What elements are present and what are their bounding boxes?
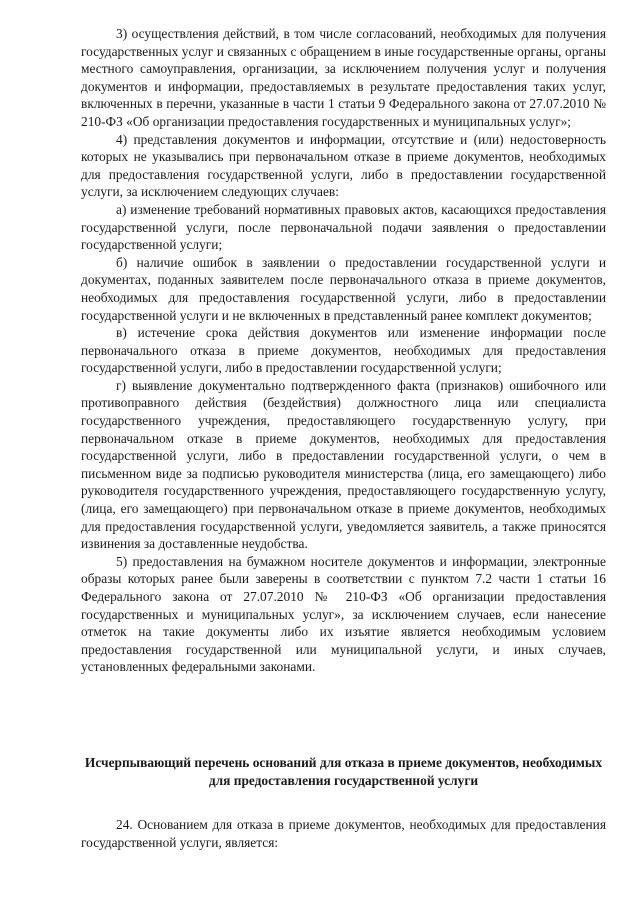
paragraph-item-4: 4) представления документов и информации, отсутствие и (или) недостоверность которых не указывались при первоначальном отказе в приеме документов, необходимых для предоставления государственной услуги, либо в предоставлении государственной услуги, за исключением следующих случаев: xyxy=(81,131,606,200)
section-body xyxy=(81,816,606,851)
paragraph-item-5: 5) предоставления на бумажном носителе документов и информации, электронные образы которых ранее были заверены в соответствии с пунктом 7.2 части 1 статьи 16 Федерального закона от 27.07.2010 № 210-ФЗ «Об организации предоставления государственных и муниципальных услуг», за исключением случаев, если нанесение отметок на такие документы либо их изъятие является необходимым условием предоставления государственной или муниципальной услуги, и иных случаев, установленных федеральными законами. xyxy=(81,553,606,675)
paragraph-item-24: 24. Основанием для отказа в приеме документов, необходимых для предоставления государственной услуги, является: xyxy=(81,817,606,850)
paragraph-subitem-b: б) наличие ошибок в заявлении о предоставлении государственной услуги и документах, поданных заявителем после первоначального отказа в приеме документов, необходимых для предоставления государственной услуги, либо в предоставлении государственной услуги и не включенных в представленный ранее комплект документов; xyxy=(81,254,606,323)
paragraph-subitem-a: а) изменение требований нормативных правовых актов, касающихся предоставления государственной услуги, после первоначальной подачи заявления о предоставлении государственной услуги; xyxy=(81,201,606,253)
paragraph-subitem-g: г) выявление документально подтвержденного факта (признаков) ошибочного или противоправного действия (бездействия) должностного лица или специалиста государственного учреждения, предоставляющего государственную услугу, при первоначальном отказе в приеме документов, необходимых для предоставления государственной услуги, либо в предоставлении государственной услуги, о чем в письменном виде за подписью руководителя министерства (лица, его замещающего) либо руководителя государственного учреждения, предоставляющего государственную услугу, (лица, его замещающего) при первоначальном отказе в приеме документов, необходимых для предоставления государственной услуги, уведомляется заявитель, а также приносятся извинения за доставленные неудобства. xyxy=(81,377,606,552)
paragraph-subitem-v: в) истечение срока действия документов или изменение информации после первоначального отказа в приеме документов, необходимых для предоставления государственной услуги, либо в предоставлении государственной услуги; xyxy=(81,325,606,376)
section-heading: Исчерпывающий перечень оснований для отказа в приеме документов, необходимых для предоставления государственной услуги xyxy=(84,755,603,788)
paragraph-item-3: 3) осуществления действий, в том числе согласований, необходимых для получения государственных услуг и связанных с обращением в иные государственные органы, органы местного самоуправления, организации, за исключением получения услуг и получения документов и информации, предоставляемых в результате предоставления таких услуг, включенных в перечни, указанные в части 1 статьи 9 Федерального закона от 27.07.2010 № 210-ФЗ «Об организации предоставления государственных и муниципальных услуг»; xyxy=(81,26,606,129)
document-body xyxy=(81,25,606,676)
